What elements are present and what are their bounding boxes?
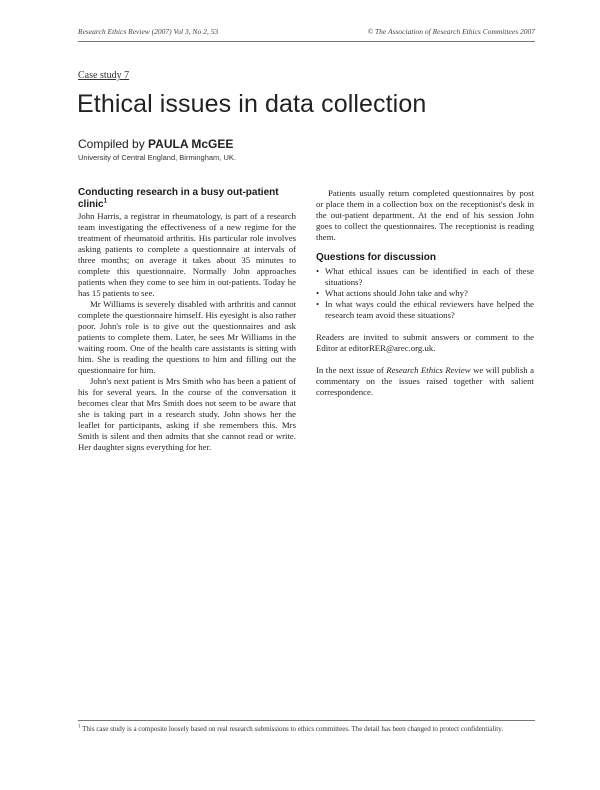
section-heading-questions: Questions for discussion (316, 252, 437, 263)
journal-citation: Research Ethics Review (2007) Vol 3, No 2, 53 (78, 27, 219, 36)
article-title: Ethical issues in data collection (77, 90, 427, 118)
bullet-marker: • (316, 287, 320, 298)
list-item (316, 288, 534, 299)
byline (78, 137, 233, 151)
footnote (78, 725, 535, 735)
journal-name: Research Ethics Review (386, 364, 471, 375)
body-paragraph: John's next patient is Mrs Smith who has been a patient of his for several years. In the course of the conversation it becomes clear that Mrs Smith does not seem to be aware that she is taking part in a research study. John shows her the leaflet for participants, asking if she remembers this. Mrs Smith is silent and then admits that she cannot read or write. Her daughter signs everything for her. (78, 376, 296, 452)
section-heading-text: Conducting research in a busy out-patient clinic (78, 187, 279, 210)
body-paragraph: Mr Williams is severely disabled with arthritis and cannot complete the questionnaire himself. His eyesight is also rather poor. John's role is to give out the questionnaires and ask patients to complete them. Later, he sees Mr Williams in the waiting room. One of the health care assistants is sitting with him. She is reading the questions to him and filling out the questionnaire for him. (78, 299, 296, 375)
header-rule (78, 41, 535, 42)
next-issue-suffix: we will publish a commentary on the issues raised together with salient correspondence. (316, 364, 534, 397)
footnote-marker: 1 (78, 724, 81, 730)
author-affiliation: University of Central England, Birmingham, UK. (78, 153, 236, 162)
footnote-rule (78, 720, 535, 721)
footnote-text: This case study is a composite loosely based on real research submissions to ethics committees. The detail has been changed to protect confidentiality. (82, 725, 503, 733)
body-paragraph: Patients usually return completed questionnaires by post or place them in a collection box on the receptionist's desk in the out-patient department. At the end of his session John goes to collect the questionnaires. The receptionist is reading them. (316, 188, 534, 242)
author-name: PAULA McGEE (148, 137, 234, 151)
list-item (316, 266, 534, 288)
right-column (316, 188, 534, 398)
body-paragraph: John Harris, a registrar in rheumatology, is part of a research team investigating the effectiveness of a new regime for the treatment of rheumatoid arthritis. His particular role involves asking patients to complete a questionnaire at intervals of three months; on average it takes about 35 minutes to complete this questionnaire. Normally John approaches patients when they come to see him in out-patients. Today he has 15 patients to see. (78, 211, 296, 298)
question-text: What actions should John take and why? (325, 287, 468, 298)
left-column (78, 187, 296, 453)
next-issue-note (316, 365, 534, 398)
questions-list (316, 266, 534, 321)
submission-invite: Readers are invited to submit answers or comment to the Editor at editorRER@arec.org.uk. (316, 331, 534, 353)
case-study-label: Case study 7 (78, 70, 130, 81)
section-heading-clinic (78, 187, 296, 210)
bullet-marker: • (316, 298, 320, 309)
running-head (78, 27, 535, 39)
next-issue-prefix: In the next issue of (316, 364, 387, 375)
footnote-ref: 1 (103, 198, 107, 205)
copyright-notice: © The Association of Research Ethics Committees 2007 (367, 27, 535, 36)
bullet-marker: • (316, 265, 320, 276)
question-text: In what ways could the ethical reviewers have helped the research team avoid these situations? (325, 298, 534, 320)
list-item (316, 299, 534, 321)
byline-prefix: Compiled by (78, 137, 145, 151)
question-text: What ethical issues can be identified in each of these situations? (325, 265, 534, 287)
